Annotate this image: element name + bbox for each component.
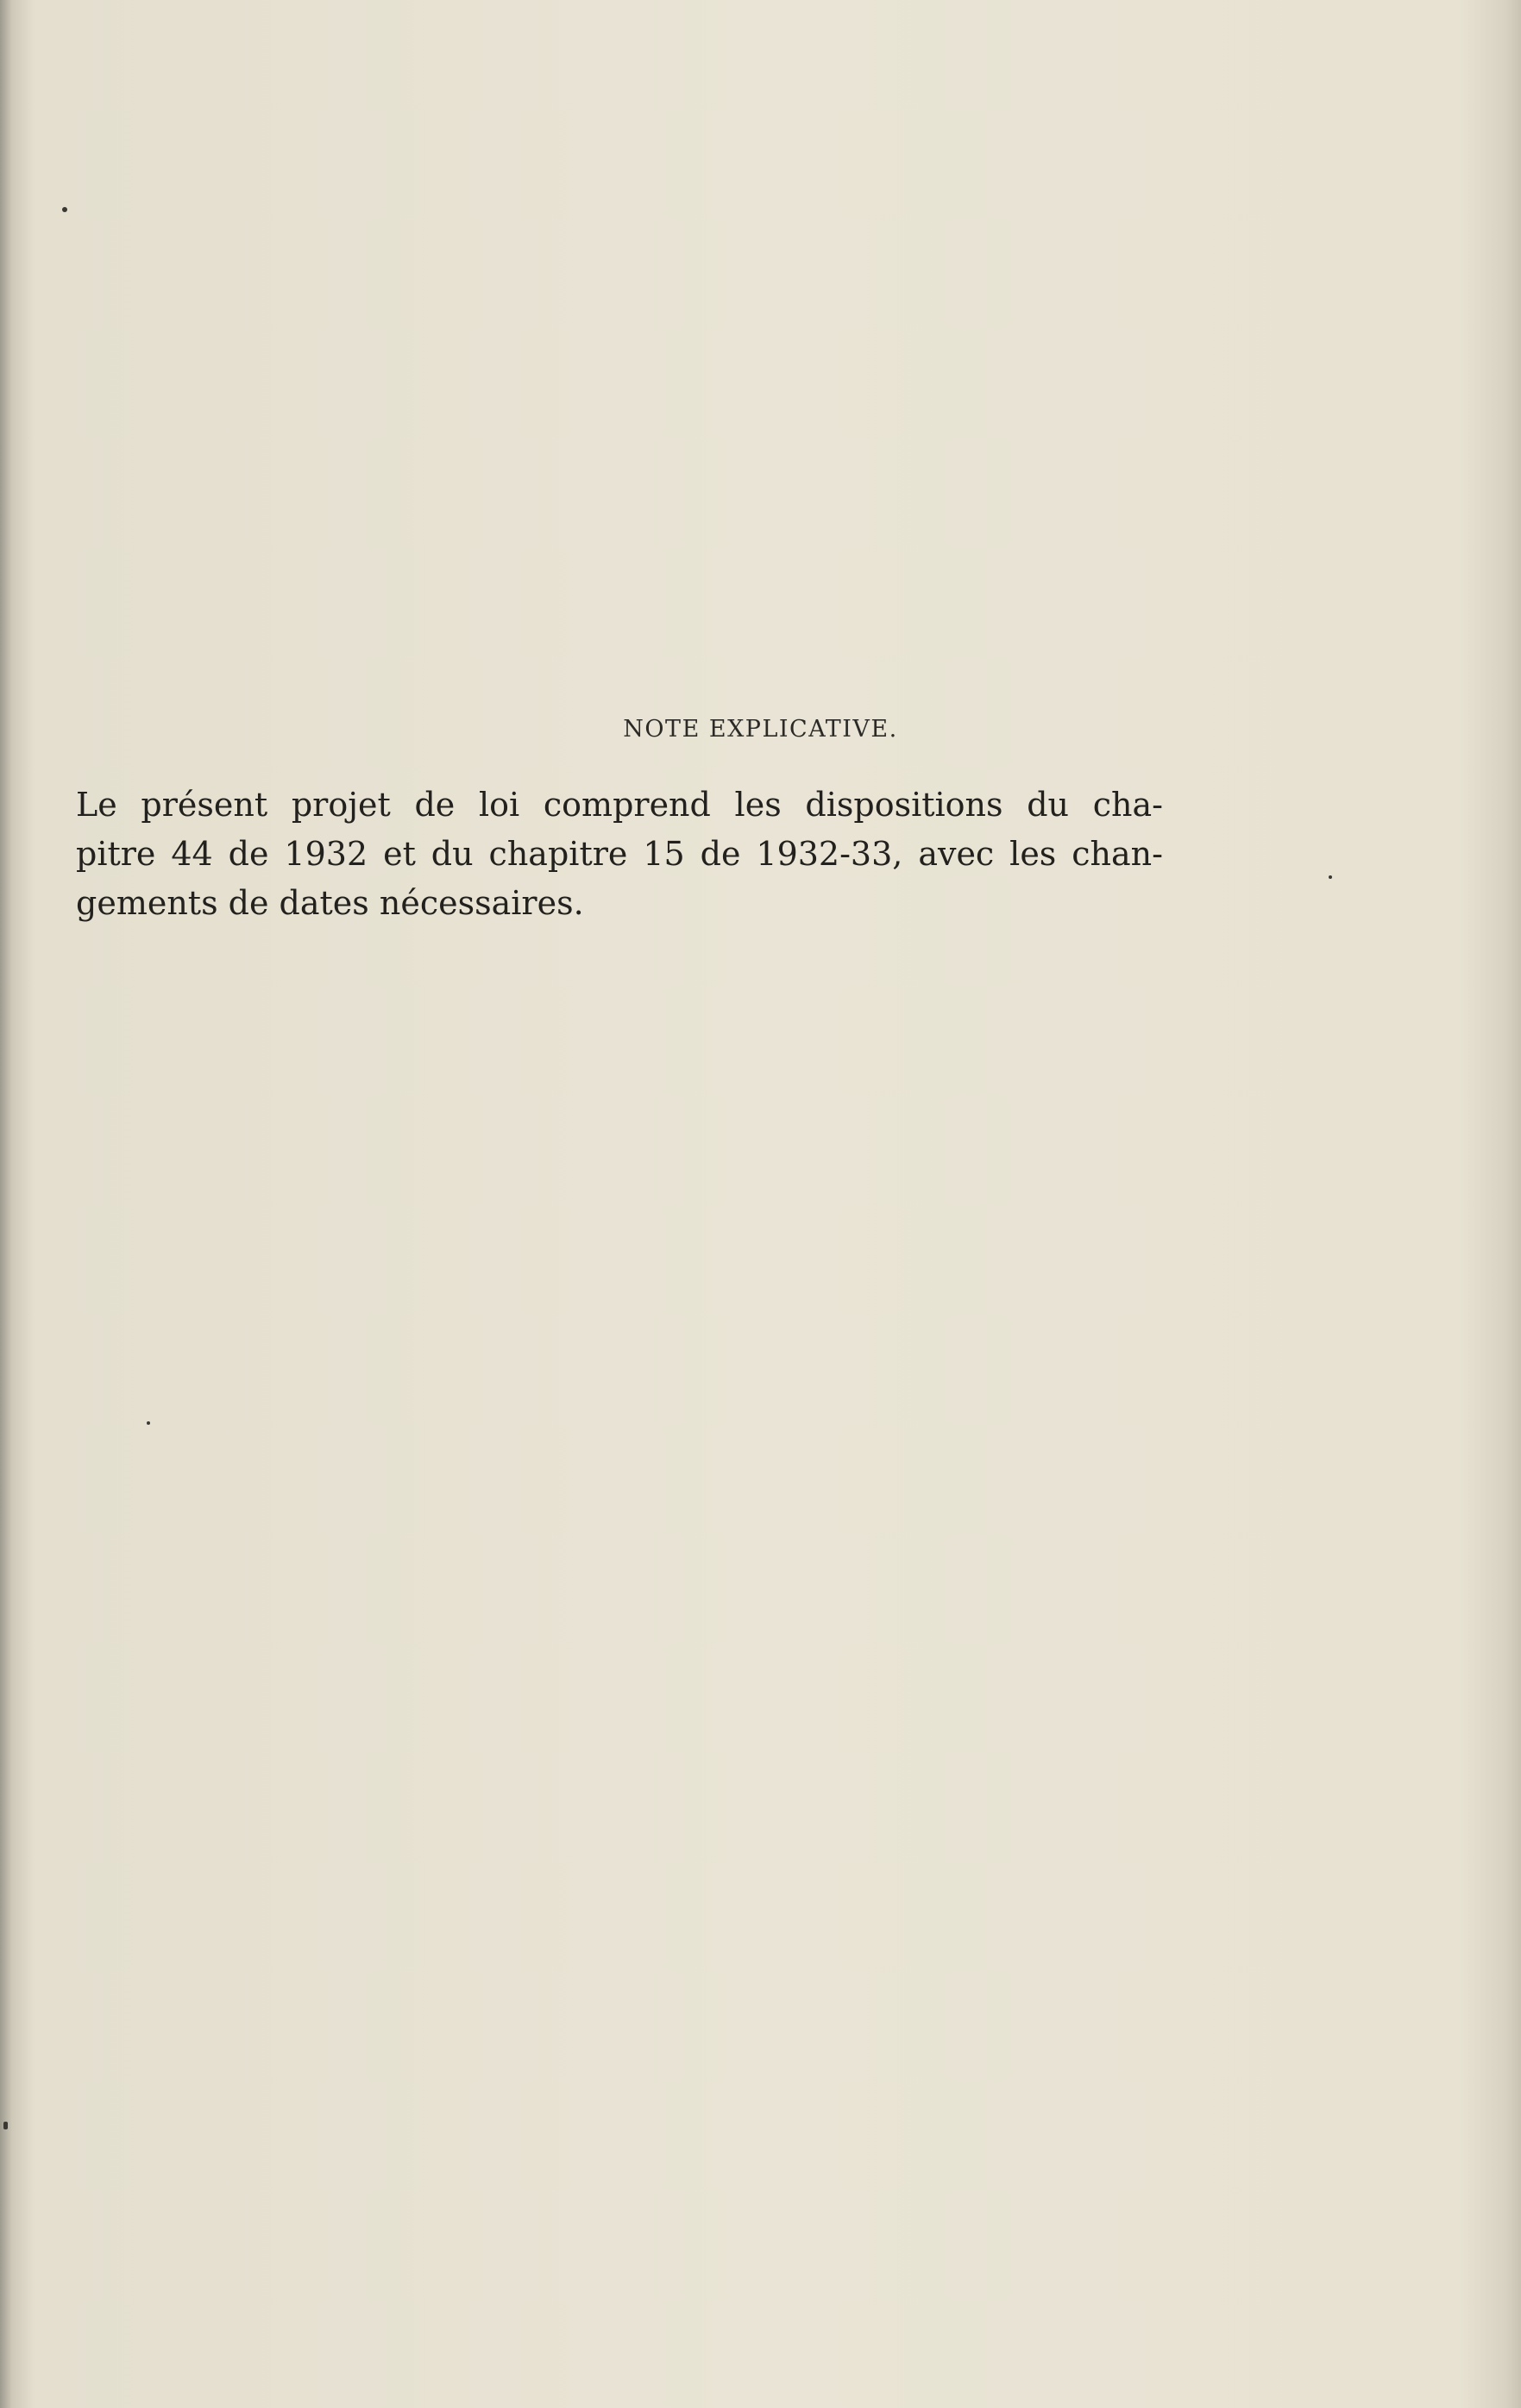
ink-speck xyxy=(1329,875,1332,879)
ink-speck xyxy=(62,207,67,212)
note-line: pitre 44 de 1932 et du chapitre 15 de 1932-33, avec les chan- xyxy=(76,835,1163,873)
note-heading: NOTE EXPLICATIVE. xyxy=(623,716,898,743)
ink-speck xyxy=(147,1421,150,1425)
note-line: gements de dates nécessaires. xyxy=(76,884,584,922)
ink-speck xyxy=(3,2122,8,2129)
note-line: Le présent projet de loi comprend les dispositions du cha- xyxy=(76,786,1163,824)
note-paragraph xyxy=(76,781,1163,928)
